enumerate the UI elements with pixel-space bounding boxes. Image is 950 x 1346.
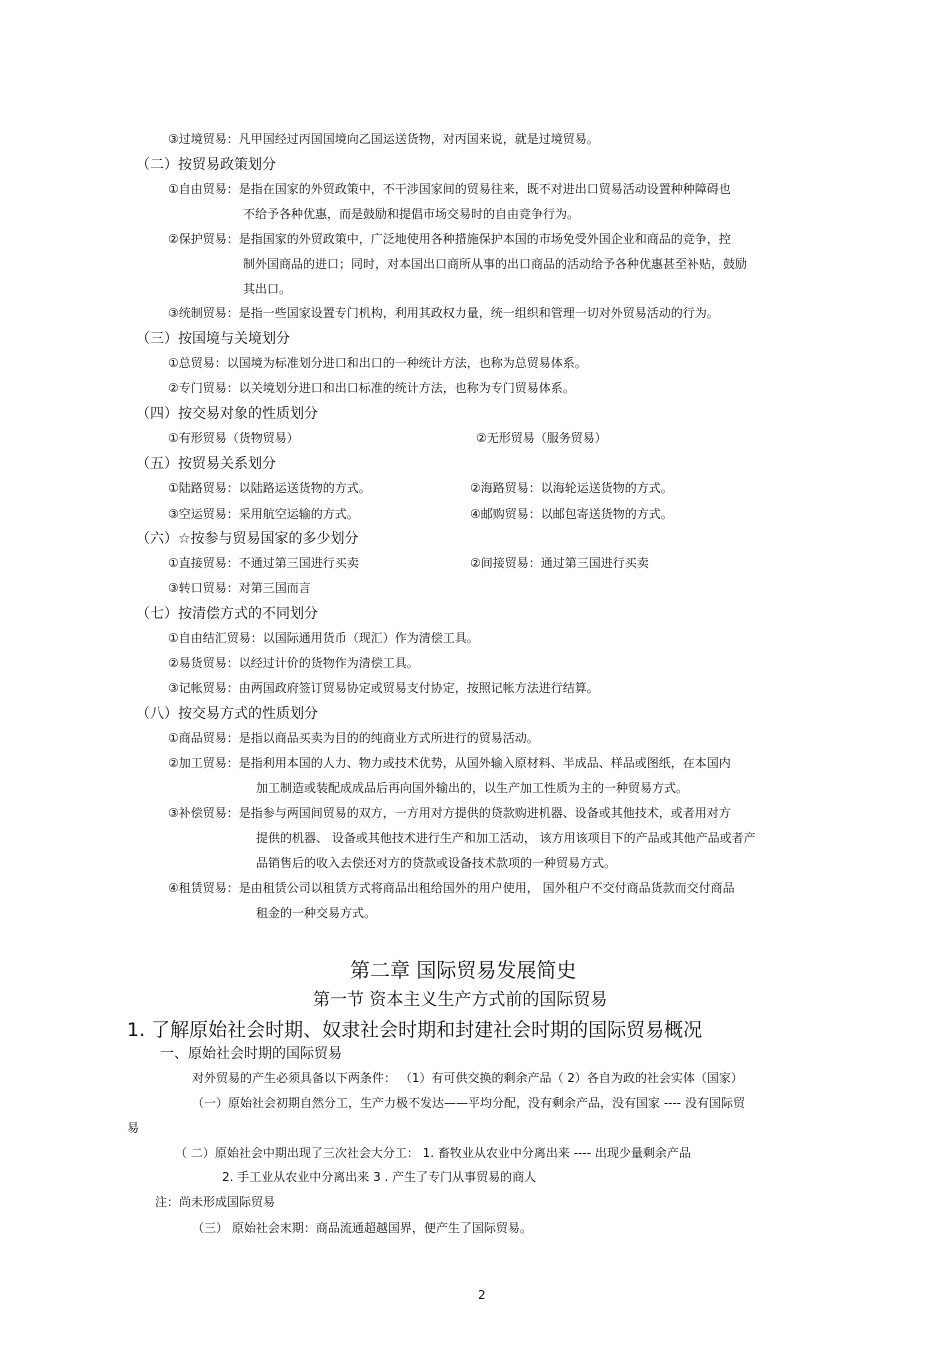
- point-heading: 1. 了解原始社会时期、奴隶社会时期和封建社会时期的国际贸易概况: [127, 1019, 703, 1041]
- line-compensation-1: ③补偿贸易：是指参与两国间贸易的双方，一方用对方提供的贷款购进机器、设备或其他技术，或者用对方: [168, 806, 731, 820]
- line-free-trade-2: 不给予各种优惠，而是鼓励和提倡市场交易时的自由竞争行为。: [243, 207, 580, 221]
- line-middle-period: （ 二）原始社会中期出现了三次社会大分工： 1. 畜牧业从农业中分离出来 ---- 出现少量剩余产品: [175, 1146, 691, 1160]
- line-intangible: ②无形贸易（服务贸易）: [476, 431, 607, 445]
- line-division-labor: 2. 手工业从农业中分离出来 3 . 产生了专门从事贸易的商人: [222, 1170, 537, 1184]
- heading-object: （四）按交易对象的性质划分: [136, 406, 318, 422]
- line-general-trade: ①总贸易：以国境为标准划分进口和出口的一种统计方法，也称为总贸易体系。: [168, 356, 587, 370]
- line-sea: ②海路贸易：以海轮运送货物的方式。: [470, 481, 673, 495]
- line-land: ①陆路贸易：以陆路运送货物的方式。: [168, 481, 371, 495]
- line-early-period: （一）原始社会初期自然分工，生产力极不发达——平均分配，没有剩余产品，没有国家 ---- 没有国际贸: [192, 1096, 745, 1110]
- line-clearing: ③记帐贸易：由两国政府签订贸易协定或贸易支付协定，按照记帐方法进行结算。: [168, 681, 599, 695]
- line-barter: ②易货贸易：以经过计价的货物作为清偿工具。: [168, 656, 419, 670]
- subsection-heading: 一、原始社会时期的国际贸易: [160, 1046, 342, 1062]
- line-late-period: （三） 原始社会末期：商品流通超越国界，便产生了国际贸易。: [192, 1221, 532, 1235]
- heading-relation: （五）按贸易关系划分: [136, 456, 276, 472]
- line-free-trade-1: ①自由贸易：是指在国家的外贸政策中，不干涉国家间的贸易往来，既不对进出口贸易活动设置种种障碍也: [168, 182, 731, 196]
- line-indirect: ②间接贸易：通过第三国进行买卖: [470, 556, 649, 570]
- line-leasing-2: 租金的一种交易方式。: [256, 906, 377, 920]
- line-entrepot: ③转口贸易：对第三国而言: [168, 581, 311, 595]
- line-processing-2: 加工制造或装配成成品后再向国外输出的，以生产加工性质为主的一种贸易方式。: [256, 781, 689, 795]
- heading-policy: （二）按贸易政策划分: [136, 157, 276, 173]
- page-number: 2: [478, 1288, 486, 1302]
- heading-border: （三）按国境与关境划分: [136, 331, 290, 347]
- line-tangible: ①有形贸易（货物贸易）: [168, 431, 299, 445]
- line-compensation-3: 品销售后的收入去偿还对方的贷款或设备技术款项的一种贸易方式。: [256, 856, 617, 870]
- line-protect-trade-1: ②保护贸易：是指国家的外贸政策中，广泛地使用各种措施保护本国的市场免受外国企业和商品的竞争，控: [168, 232, 731, 246]
- line-protect-trade-3: 其出口。: [243, 282, 292, 296]
- line-air: ③空运贸易：采用航空运输的方式。: [168, 507, 359, 521]
- line-processing-1: ②加工贸易：是指利用本国的人力、物力或技术优势，从国外输入原材料、半成品、样品或图纸，在本国内: [168, 756, 731, 770]
- line-free-exchange: ①自由结汇贸易：以国际通用货币（现汇）作为清偿工具。: [168, 631, 479, 645]
- section-title: 第一节 资本主义生产方式前的国际贸易: [313, 990, 608, 1010]
- line-transit-trade: ③过境贸易：凡甲国经过丙国国境向乙国运送货物，对丙国来说，就是过境贸易。: [168, 132, 599, 146]
- heading-settlement: （七）按清偿方式的不同划分: [136, 606, 318, 622]
- line-compensation-2: 提供的机器、 设备或其他技术进行生产和加工活动， 该方用该项目下的产品或其他产品或者产: [256, 831, 756, 845]
- line-leasing-1: ④租赁贸易：是由租赁公司以租赁方式将商品出租给国外的用户使用， 国外租户不交付商品货款而交付商品: [168, 881, 735, 895]
- line-commodity: ①商品贸易：是指以商品买卖为目的的纯商业方式所进行的贸易活动。: [168, 731, 539, 745]
- line-control-trade: ③统制贸易：是指一些国家设置专门机构，利用其政权力量，统一组织和管理一切对外贸易活动的行为。: [168, 306, 719, 320]
- line-note: 注：尚未形成国际贸易: [155, 1195, 276, 1209]
- chapter-title: 第二章 国际贸易发展简史: [350, 958, 577, 982]
- line-special-trade: ②专门贸易：以关境划分进口和出口标准的统计方法，也称为专门贸易体系。: [168, 381, 575, 395]
- heading-countries: （六）☆按参与贸易国家的多少划分: [136, 531, 359, 547]
- line-protect-trade-2: 制外国商品的进口；同时，对本国出口商所从事的出口商品的活动给予各种优惠甚至补贴，鼓励: [243, 257, 748, 271]
- heading-method: （八）按交易方式的性质划分: [136, 706, 318, 722]
- line-conditions: 对外贸易的产生必须具备以下两条件： （1）有可供交换的剩余产品（ 2）各自为政的社会实体（国家）: [192, 1071, 743, 1085]
- line-direct: ①直接贸易：不通过第三国进行买卖: [168, 556, 359, 570]
- line-early-period-cont: 易: [127, 1121, 140, 1135]
- line-mail: ④邮购贸易：以邮包寄送货物的方式。: [470, 507, 673, 521]
